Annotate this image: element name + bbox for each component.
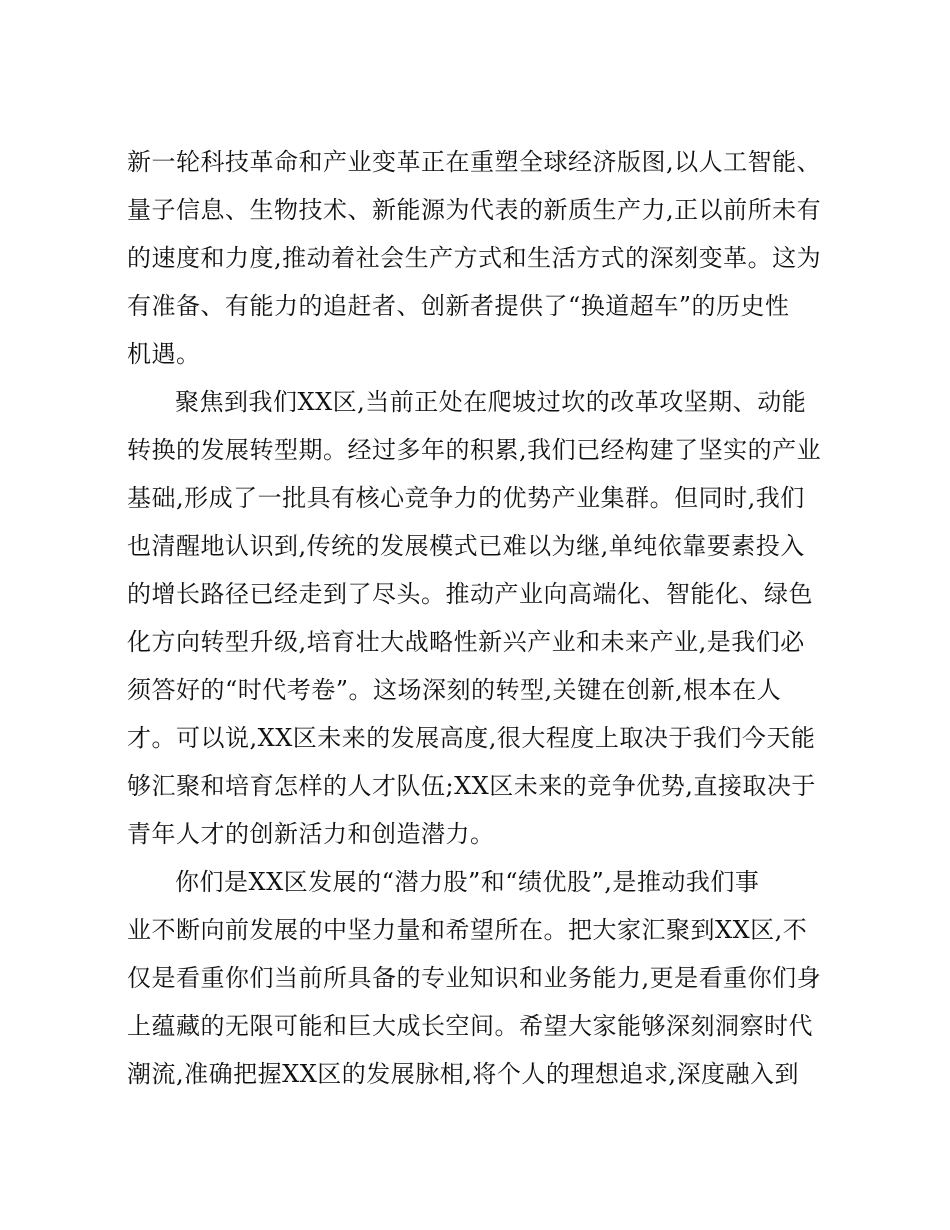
paragraph-line: 转换的发展转型期。经过多年的积累,我们已经构建了坚实的产业 <box>127 436 822 464</box>
paragraph-line: 也清醒地认识到,传统的发展模式已难以为继,单纯依靠要素投入 <box>127 532 805 560</box>
paragraph-line: 须答好的“时代考卷”。这场深刻的转型,关键在创新,根本在人 <box>127 676 782 704</box>
paragraph-line: 的速度和力度,推动着社会生产方式和生活方式的深刻变革。这为 <box>127 244 822 272</box>
paragraph-line: 有准备、有能力的追赶者、创新者提供了“换道超车”的历史性 <box>127 292 790 320</box>
paragraph-line: 量子信息、生物技术、新能源为代表的新质生产力,正以前所未有 <box>127 196 822 224</box>
paragraph-line: 机遇。 <box>127 340 201 368</box>
paragraph-line: 聚焦到我们XX区,当前正处在爬坡过坎的改革攻坚期、动能 <box>175 388 807 416</box>
paragraph-line: 青年人才的创新活力和创造潜力。 <box>127 820 495 848</box>
paragraph-line: 新一轮科技革命和产业变革正在重塑全球经济版图,以人工智能、 <box>127 148 822 176</box>
paragraph-line: 的增长路径已经走到了尽头。推动产业向高端化、智能化、绿色 <box>127 580 813 608</box>
paragraph-line: 够汇聚和培育怎样的人才队伍;XX区未来的竞争优势,直接取决于 <box>127 772 816 800</box>
paragraph-1 <box>127 138 827 378</box>
paragraph-2 <box>127 378 827 858</box>
paragraph-line: 化方向转型升级,培育壮大战略性新兴产业和未来产业,是我们必 <box>127 628 805 656</box>
document-body <box>127 138 827 1098</box>
paragraph-line: 基础,形成了一批具有核心竞争力的优势产业集群。但同时,我们 <box>127 484 805 512</box>
paragraph-3 <box>127 858 827 1098</box>
paragraph-line: 上蕴藏的无限可能和巨大成长空间。希望大家能够深刻洞察时代 <box>127 1012 813 1040</box>
paragraph-line: 才。可以说,XX区未来的发展高度,很大程度上取决于我们今天能 <box>127 724 816 752</box>
paragraph-line: 仅是看重你们当前所具备的专业知识和业务能力,更是看重你们身 <box>127 964 822 992</box>
paragraph-line: 你们是XX区发展的“潜力股”和“绩优股”,是推动我们事 <box>175 868 760 896</box>
paragraph-line: 潮流,准确把握XX区的发展脉相,将个人的理想追求,深度融入到 <box>127 1060 800 1088</box>
paragraph-line: 业不断向前发展的中坚力量和希望所在。把大家汇聚到XX区,不 <box>127 916 808 944</box>
